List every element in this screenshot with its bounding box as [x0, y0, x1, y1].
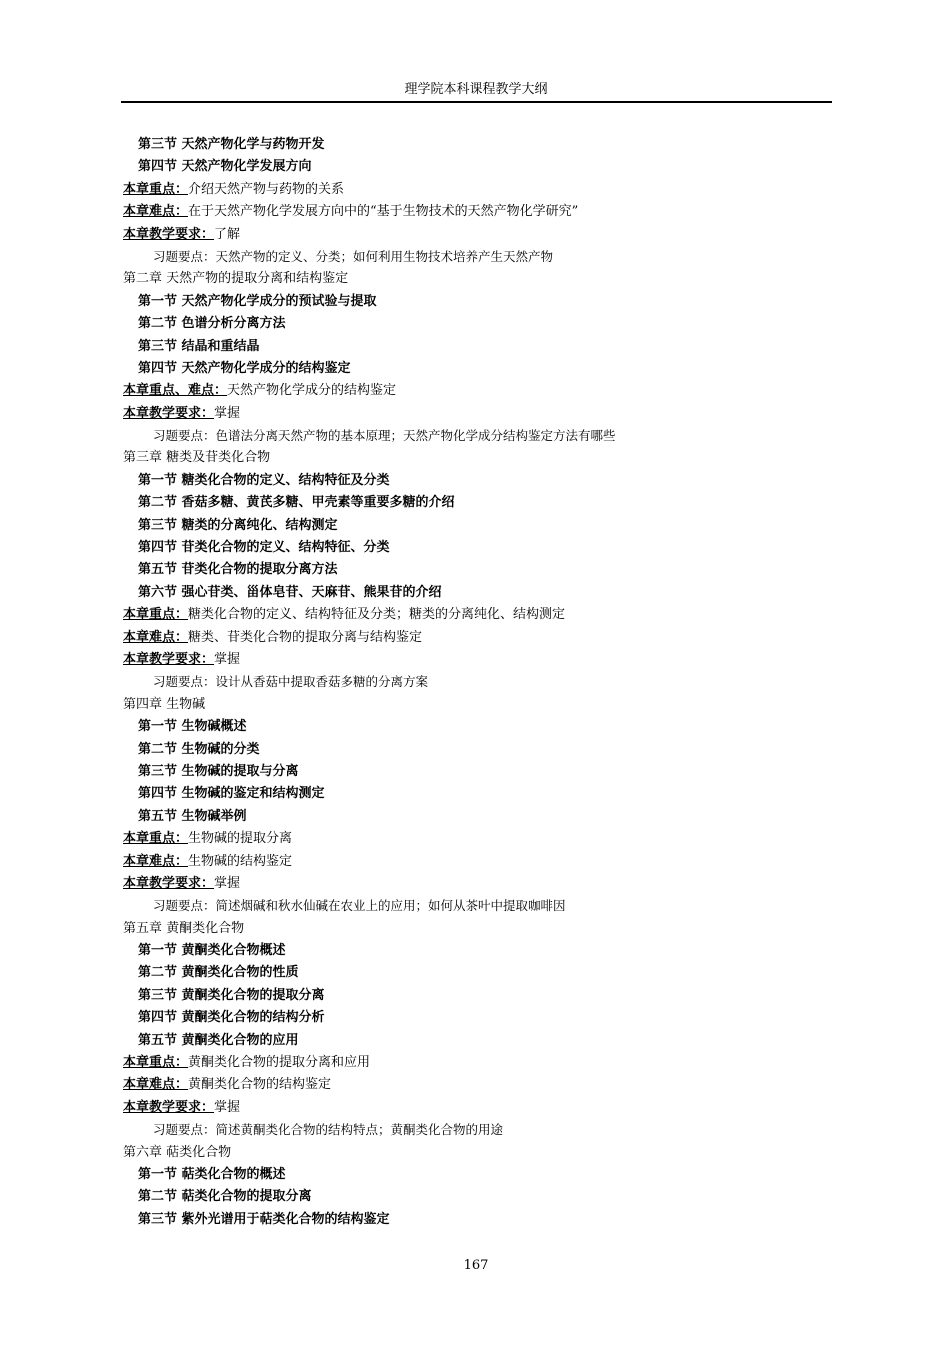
page-header-title: 理学院本科课程教学大纲 — [404, 82, 548, 97]
section-heading: 第三节 糖类的分离纯化、结构测定 — [138, 517, 338, 533]
key-point-label: 本章教学要求： — [123, 226, 215, 242]
key-point-text: 糖类、苷类化合物的提取分离与结构鉴定 — [188, 629, 423, 645]
exercise-points: 习题要点：色谱法分离天然产物的基本原理；天然产物化学成分结构鉴定方法有哪些 — [153, 428, 616, 444]
key-point-label: 本章难点： — [123, 1077, 189, 1093]
key-point-line — [123, 851, 823, 873]
exercise-points: 习题要点：天然产物的定义、分类；如何利用生物技术培养产生天然产物 — [153, 248, 554, 264]
exercise-points: 习题要点：设计从香菇中提取香菇多糖的分离方案 — [153, 674, 429, 690]
section-heading: 第二节 香菇多糖、黄芪多糖、甲壳素等重要多糖的介绍 — [138, 495, 455, 511]
key-point-line — [123, 380, 823, 402]
section-heading: 第一节 生物碱概述 — [138, 719, 247, 735]
key-point-label: 本章难点： — [123, 853, 189, 869]
section-heading: 第一节 天然产物化学成分的预试验与提取 — [138, 293, 377, 309]
key-point-text: 黄酮类化合物的提取分离和应用 — [188, 1055, 371, 1071]
syllabus-content — [123, 134, 823, 1231]
section-heading: 第三节 黄酮类化合物的提取分离 — [138, 987, 325, 1003]
exercise-points: 习题要点：简述黄酮类化合物的结构特点；黄酮类化合物的用途 — [153, 1122, 504, 1138]
key-point-label: 本章重点： — [123, 181, 189, 197]
page-number: 167 — [463, 1258, 489, 1273]
key-point-label: 本章难点： — [123, 629, 189, 645]
section-heading: 第四节 黄酮类化合物的结构分析 — [138, 1010, 325, 1026]
section-heading: 第三节 结晶和重结晶 — [138, 338, 260, 354]
key-point-label: 本章教学要求： — [123, 405, 215, 421]
section-heading: 第二节 黄酮类化合物的性质 — [138, 965, 299, 981]
key-point-text: 掌握 — [214, 651, 241, 667]
key-point-text: 了解 — [214, 226, 241, 242]
key-point-text: 生物碱的提取分离 — [188, 831, 293, 847]
key-point-line — [123, 224, 823, 246]
key-point-label: 本章重点： — [123, 831, 189, 847]
section-heading: 第一节 黄酮类化合物概述 — [138, 943, 286, 959]
chapter-heading: 第五章 黄酮类化合物 — [123, 920, 245, 936]
section-heading: 第三节 生物碱的提取与分离 — [138, 763, 299, 779]
key-point-line — [123, 627, 823, 649]
section-heading: 第四节 天然产物化学发展方向 — [138, 159, 312, 175]
exercise-points: 习题要点：简述烟碱和秋水仙碱在农业上的应用；如何从茶叶中提取咖啡因 — [153, 898, 566, 914]
key-point-line — [123, 201, 823, 223]
key-point-label: 本章重点、难点： — [123, 383, 228, 399]
section-heading: 第三节 紫外光谱用于萜类化合物的结构鉴定 — [138, 1211, 390, 1227]
key-point-line — [123, 403, 823, 425]
header-rule — [121, 101, 832, 103]
key-point-text: 掌握 — [214, 405, 241, 421]
key-point-line — [123, 1074, 823, 1096]
chapter-heading: 第二章 天然产物的提取分离和结构鉴定 — [123, 271, 349, 287]
key-point-text: 介绍天然产物与药物的关系 — [188, 181, 345, 197]
section-heading: 第四节 天然产物化学成分的结构鉴定 — [138, 360, 351, 376]
key-point-label: 本章重点： — [123, 607, 189, 623]
key-point-line — [123, 649, 823, 671]
key-point-text: 在于天然产物化学发展方向中的“基于生物技术的天然产物化学研究” — [188, 204, 579, 220]
chapter-heading: 第四章 生物碱 — [123, 696, 206, 712]
key-point-text: 生物碱的结构鉴定 — [188, 853, 293, 869]
section-heading: 第五节 生物碱举例 — [138, 808, 247, 824]
chapter-heading: 第三章 糖类及苷类化合物 — [123, 450, 271, 466]
section-heading: 第二节 生物碱的分类 — [138, 741, 260, 757]
section-heading: 第二节 萜类化合物的提取分离 — [138, 1189, 312, 1205]
section-heading: 第五节 黄酮类化合物的应用 — [138, 1032, 299, 1048]
key-point-text: 天然产物化学成分的结构鉴定 — [227, 383, 397, 399]
key-point-label: 本章重点： — [123, 1055, 189, 1071]
section-heading: 第六节 强心苷类、甾体皂苷、天麻苷、熊果苷的介绍 — [138, 584, 442, 600]
section-heading: 第一节 萜类化合物的概述 — [138, 1166, 286, 1182]
key-point-label: 本章教学要求： — [123, 1099, 215, 1115]
key-point-line — [123, 873, 823, 895]
key-point-text: 糖类化合物的定义、结构特征及分类；糖类的分离纯化、结构测定 — [188, 607, 566, 623]
section-heading: 第一节 糖类化合物的定义、结构特征及分类 — [138, 472, 390, 488]
section-heading: 第二节 色谱分析分离方法 — [138, 316, 286, 332]
section-heading: 第三节 天然产物化学与药物开发 — [138, 137, 325, 152]
key-point-text: 掌握 — [214, 1099, 241, 1115]
key-point-text: 掌握 — [214, 875, 241, 891]
key-point-label: 本章教学要求： — [123, 651, 215, 667]
key-point-label: 本章难点： — [123, 204, 189, 220]
key-point-label: 本章教学要求： — [123, 875, 215, 891]
key-point-text: 黄酮类化合物的结构鉴定 — [188, 1077, 332, 1093]
section-heading: 第四节 苷类化合物的定义、结构特征、分类 — [138, 540, 390, 556]
key-point-line — [123, 1052, 823, 1074]
key-point-line — [123, 828, 823, 850]
key-point-line — [123, 179, 823, 201]
chapter-heading: 第六章 萜类化合物 — [123, 1144, 232, 1160]
section-heading: 第四节 生物碱的鉴定和结构测定 — [138, 786, 325, 802]
key-point-line — [123, 604, 823, 626]
key-point-line — [123, 1097, 823, 1119]
section-heading: 第五节 苷类化合物的提取分离方法 — [138, 562, 338, 578]
